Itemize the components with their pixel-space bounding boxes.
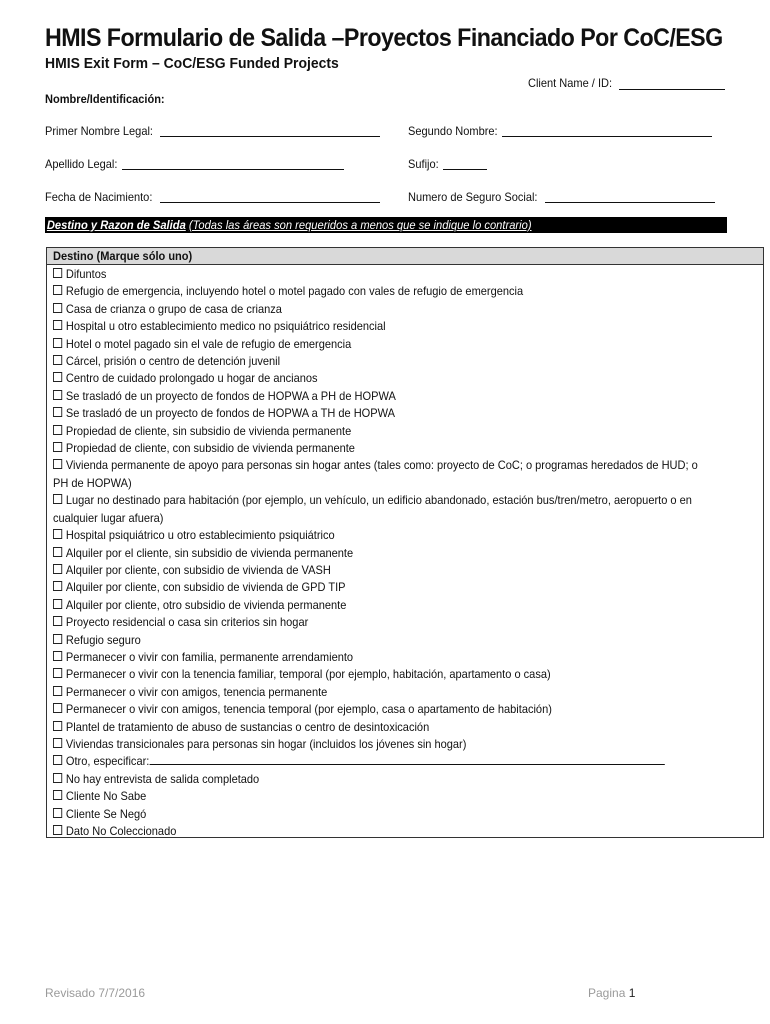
identification-label: Nombre/Identificación:: [45, 92, 165, 106]
destination-option[interactable]: Vivienda permanente de apoyo para personas sin hogar antes (tales como: proyecto de CoC; o programas heredados de HUD; o: [53, 457, 752, 474]
destination-option[interactable]: Propiedad de cliente, con subsidio de vivienda permanente: [53, 440, 752, 457]
destination-option[interactable]: Cárcel, prisión o centro de detención juvenil: [53, 353, 752, 370]
middle-name-label: Segundo Nombre:: [408, 124, 498, 138]
footer-revised: Revisado 7/7/2016: [45, 986, 146, 1000]
checkbox-icon[interactable]: [53, 808, 62, 818]
destination-option[interactable]: No hay entrevista de salida completado: [53, 771, 752, 788]
destination-options: [53, 266, 753, 840]
destination-option[interactable]: Hotel o motel pagado sin el vale de refugio de emergencia: [53, 336, 752, 353]
destination-option[interactable]: Propiedad de cliente, sin subsidio de vivienda permanente: [53, 423, 752, 440]
dob-label: Fecha de Nacimiento:: [45, 190, 153, 204]
last-name-label: Apellido Legal:: [45, 157, 118, 171]
ssn-field[interactable]: [545, 202, 715, 203]
checkbox-icon[interactable]: [53, 634, 62, 644]
destination-box: [46, 247, 764, 838]
checkbox-icon[interactable]: [53, 390, 62, 400]
checkbox-icon[interactable]: [53, 547, 62, 557]
destination-option[interactable]: Alquiler por cliente, otro subsidio de vivienda permanente: [53, 597, 752, 614]
checkbox-icon[interactable]: [53, 825, 62, 835]
checkbox-icon[interactable]: [53, 442, 62, 452]
destination-option[interactable]: Se trasladó de un proyecto de fondos de HOPWA a TH de HOPWA: [53, 405, 752, 422]
destination-header: [47, 248, 763, 265]
checkbox-icon[interactable]: [53, 668, 62, 678]
checkbox-icon[interactable]: [53, 738, 62, 748]
destination-option[interactable]: Difuntos: [53, 266, 752, 283]
checkbox-icon[interactable]: [53, 407, 62, 417]
destination-option[interactable]: Permanecer o vivir con familia, permanente arrendamiento: [53, 649, 752, 666]
section-header-bar: [45, 217, 727, 233]
form-subtitle: HMIS Exit Form – CoC/ESG Funded Projects: [45, 55, 339, 72]
last-name-field[interactable]: [122, 169, 344, 170]
destination-option[interactable]: Permanecer o vivir con amigos, tenencia temporal (por ejemplo, casa o apartamento de habitación): [53, 701, 752, 718]
checkbox-icon[interactable]: [53, 790, 62, 800]
checkbox-icon[interactable]: [53, 285, 62, 295]
checkbox-icon[interactable]: [53, 338, 62, 348]
destination-option[interactable]: Alquiler por cliente, con subsidio de vivienda de VASH: [53, 562, 752, 579]
destination-option[interactable]: Casa de crianza o grupo de casa de crianza: [53, 301, 752, 318]
destination-option[interactable]: Viviendas transicionales para personas sin hogar (incluidos los jóvenes sin hogar): [53, 736, 752, 753]
checkbox-icon[interactable]: [53, 651, 62, 661]
checkbox-icon[interactable]: [53, 564, 62, 574]
checkbox-icon[interactable]: [53, 529, 62, 539]
destination-option[interactable]: Centro de cuidado prolongado u hogar de ancianos: [53, 370, 752, 387]
destination-option[interactable]: Lugar no destinado para habitación (por ejemplo, un vehículo, un edificio abandonado, estación bus/tren/metro, aeropuerto o en: [53, 492, 752, 509]
dob-field[interactable]: [160, 202, 380, 203]
destination-option[interactable]: Se trasladó de un proyecto de fondos de HOPWA a PH de HOPWA: [53, 388, 752, 405]
destination-option[interactable]: Refugio de emergencia, incluyendo hotel o motel pagado con vales de refugio de emergencia: [53, 283, 752, 300]
destination-option[interactable]: Refugio seguro: [53, 632, 752, 649]
checkbox-icon[interactable]: [53, 320, 62, 330]
checkbox-icon[interactable]: [53, 773, 62, 783]
client-name-field[interactable]: [619, 89, 725, 90]
checkbox-icon[interactable]: [53, 721, 62, 731]
checkbox-icon[interactable]: [53, 581, 62, 591]
destination-option[interactable]: Hospital u otro establecimiento medico no psiquiátrico residencial: [53, 318, 752, 335]
destination-option[interactable]: Proyecto residencial o casa sin criterios sin hogar: [53, 614, 752, 631]
checkbox-icon[interactable]: [53, 616, 62, 626]
section-note: (Todas las áreas son requeridos a menos que se indique lo contrario): [188, 218, 532, 232]
checkbox-icon[interactable]: [53, 686, 62, 696]
checkbox-icon[interactable]: [53, 303, 62, 313]
destination-header-label: Destino (Marque sólo uno): [53, 249, 193, 263]
footer-page: [588, 986, 635, 1000]
destination-option[interactable]: Plantel de tratamiento de abuso de sustancias o centro de desintoxicación: [53, 719, 752, 736]
checkbox-icon[interactable]: [53, 755, 62, 765]
checkbox-icon[interactable]: [53, 268, 62, 278]
checkbox-icon[interactable]: [53, 372, 62, 382]
destination-option-continuation: PH de HOPWA): [53, 475, 132, 490]
page-number: 1: [628, 986, 636, 1000]
client-name-label: Client Name / ID:: [528, 76, 613, 90]
first-name-label: Primer Nombre Legal:: [45, 124, 153, 138]
destination-option[interactable]: Alquiler por cliente, con subsidio de vivienda de GPD TIP: [53, 579, 752, 596]
checkbox-icon[interactable]: [53, 494, 62, 504]
suffix-label: Sufijo:: [408, 157, 439, 171]
suffix-field[interactable]: [443, 169, 487, 170]
destination-option[interactable]: Permanecer o vivir con la tenencia familiar, temporal (por ejemplo, habitación, apartamento o casa): [53, 666, 752, 683]
other-specify-field[interactable]: [149, 753, 664, 765]
section-title: Destino y Razon de Salida: [46, 218, 186, 232]
checkbox-icon[interactable]: [53, 459, 62, 469]
destination-option[interactable]: Hospital psiquiátrico u otro establecimiento psiquiátrico: [53, 527, 752, 544]
checkbox-icon[interactable]: [53, 703, 62, 713]
checkbox-icon[interactable]: [53, 425, 62, 435]
first-name-field[interactable]: [160, 136, 380, 137]
destination-option[interactable]: Cliente Se Negó: [53, 806, 752, 823]
destination-option[interactable]: Cliente No Sabe: [53, 788, 752, 805]
page-label: Pagina: [588, 986, 626, 1000]
destination-option-continuation: cualquier lugar afuera): [53, 510, 164, 525]
checkbox-icon[interactable]: [53, 355, 62, 365]
destination-option[interactable]: Permanecer o vivir con amigos, tenencia permanente: [53, 684, 752, 701]
form-title: HMIS Formulario de Salida –Proyectos Financiado Por CoC/ESG: [45, 24, 723, 52]
ssn-label: Numero de Seguro Social:: [408, 190, 538, 204]
destination-option-other[interactable]: Otro, especificar:: [53, 753, 752, 770]
destination-option[interactable]: Dato No Coleccionado: [53, 823, 752, 840]
middle-name-field[interactable]: [502, 136, 712, 137]
checkbox-icon[interactable]: [53, 599, 62, 609]
destination-option[interactable]: Alquiler por el cliente, sin subsidio de vivienda permanente: [53, 545, 752, 562]
